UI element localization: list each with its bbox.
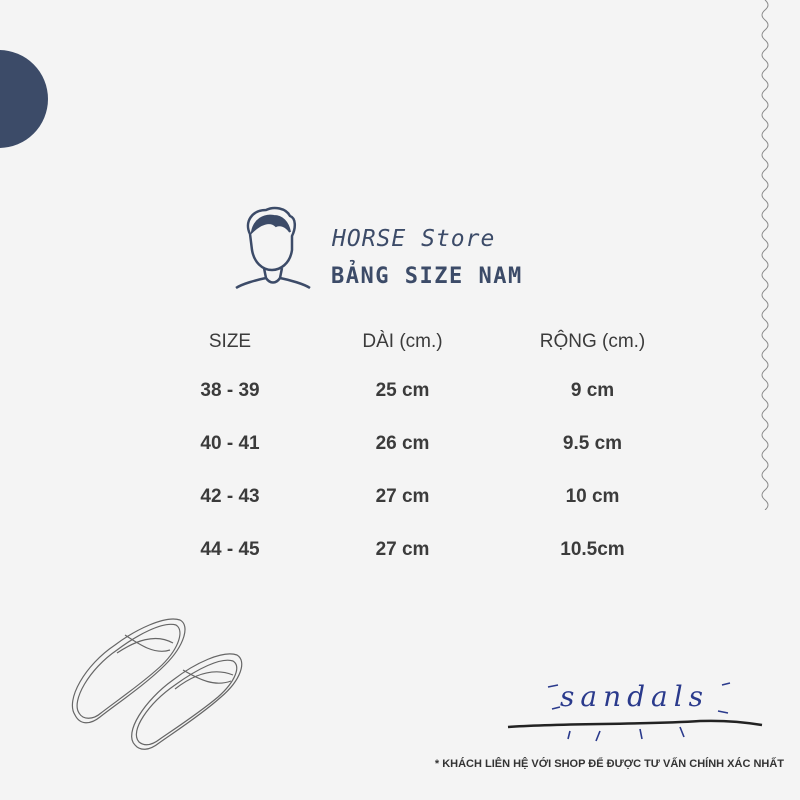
- cell-width: 10.5cm: [560, 538, 625, 560]
- table-header-row: [160, 320, 680, 364]
- cell-length: 26 cm: [375, 432, 430, 454]
- size-table: [160, 320, 680, 576]
- cell-size: 42 - 43: [200, 485, 260, 507]
- cell-length: 25 cm: [375, 379, 430, 401]
- cell-width: 9.5 cm: [562, 432, 623, 454]
- man-avatar-icon: [230, 204, 316, 294]
- cell-length: 27 cm: [375, 538, 430, 560]
- table-row: [160, 470, 680, 523]
- chart-title: BẢNG SIZE NAM: [331, 264, 523, 289]
- table-row: [160, 417, 680, 470]
- cell-size: 38 - 39: [200, 379, 260, 401]
- sandals-logo-text: sandals: [560, 680, 710, 713]
- cell-size: 40 - 41: [200, 432, 260, 454]
- contact-footnote: * KHÁCH LIÊN HỆ VỚI SHOP ĐỂ ĐƯỢC TƯ VẤN CHÍNH XÁC NHẤT: [434, 758, 784, 770]
- table-row: [160, 364, 680, 417]
- table-row: [160, 523, 680, 576]
- cell-length: 27 cm: [375, 485, 430, 507]
- wavy-border: [755, 0, 775, 510]
- column-header-width: RỘNG (cm.): [539, 331, 646, 352]
- brand-name: HORSE Store: [332, 226, 496, 252]
- column-header-length: DÀI (cm.): [362, 331, 443, 352]
- cell-width: 9 cm: [570, 379, 615, 401]
- column-header-size: SIZE: [208, 331, 252, 352]
- cell-width: 10 cm: [565, 485, 620, 507]
- decorative-circle: [0, 50, 48, 148]
- cell-size: 44 - 45: [200, 538, 260, 560]
- sandals-sketch-icon: [55, 605, 255, 755]
